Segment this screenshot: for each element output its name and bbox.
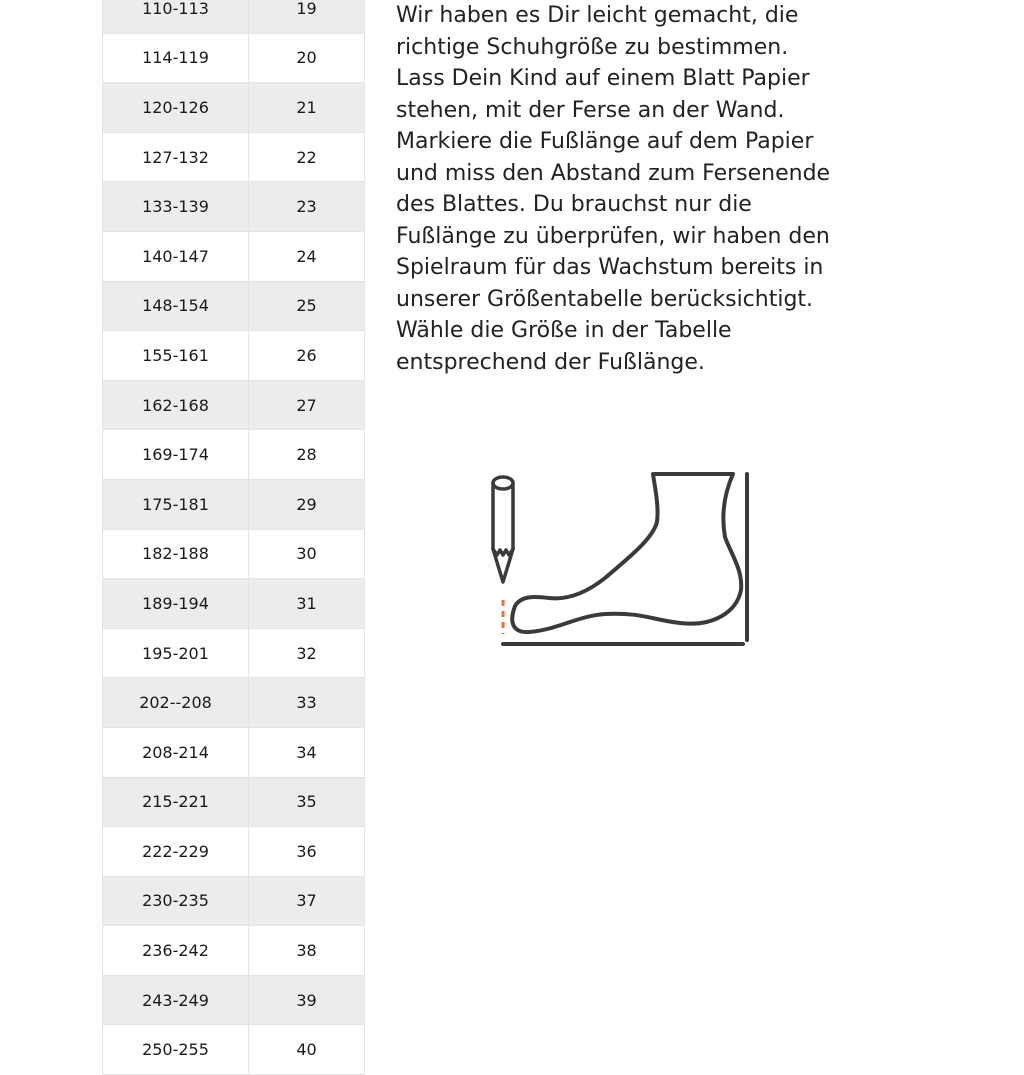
shoe-size-cell: 36 [249,827,365,877]
foot-length-cell: 222-229 [103,827,249,877]
shoe-size-cell: 39 [249,975,365,1025]
foot-length-cell: 208-214 [103,727,249,777]
shoe-size-cell: 40 [249,1025,365,1075]
shoe-size-cell: 24 [249,231,365,281]
table-row [103,281,365,331]
instruction-line: unserer Größentabelle berücksichtigt. [396,286,814,312]
instruction-line: richtige Schuhgröße zu bestimmen. [396,34,789,60]
foot-length-cell: 236-242 [103,926,249,976]
foot-length-cell: 148-154 [103,281,249,331]
shoe-size-cell: 25 [249,281,365,331]
shoe-size-cell: 38 [249,926,365,976]
instruction-line: Lass Dein Kind auf einem Blatt Papier [396,66,810,91]
shoe-size-cell: 33 [249,678,365,728]
instruction-line: des Blattes. Du brauchst nur die [396,192,752,217]
instruction-line: Wir haben es Dir leicht gemacht, die [396,3,799,28]
table-row [103,182,365,232]
instruction-line: Markiere die Fußlänge auf dem Papier [396,129,814,154]
table-row [103,926,365,976]
table-row [103,1025,365,1075]
foot-length-cell: 175-181 [103,479,249,529]
foot-length-cell: 195-201 [103,628,249,678]
foot-length-cell: 110-113 [103,0,249,33]
foot-length-cell: 169-174 [103,430,249,480]
foot-length-cell: 189-194 [103,579,249,629]
size-table [102,0,365,1075]
foot-measure-icon [485,462,765,657]
shoe-size-cell: 27 [249,380,365,430]
table-row [103,827,365,877]
table-row [103,33,365,83]
foot-length-cell: 120-126 [103,83,249,133]
instruction-line: Spielraum für das Wachstum bereits in [396,255,824,280]
foot-length-cell: 250-255 [103,1025,249,1075]
shoe-size-cell: 30 [249,529,365,579]
table-row [103,579,365,629]
foot-length-cell: 243-249 [103,975,249,1025]
table-row [103,876,365,926]
table-row [103,83,365,133]
foot-length-cell: 140-147 [103,231,249,281]
foot-length-cell: 182-188 [103,529,249,579]
shoe-size-cell: 35 [249,777,365,827]
table-row [103,529,365,579]
shoe-size-cell: 20 [249,33,365,83]
foot-length-cell: 162-168 [103,380,249,430]
measuring-instructions [396,0,836,378]
pencil-icon [493,477,513,582]
instruction-line: Wähle die Größe in der Tabelle [396,318,732,343]
table-row [103,479,365,529]
table-row [103,231,365,281]
instruction-line: stehen, mit der Ferse an der Wand. [396,97,785,123]
table-row [103,678,365,728]
foot-length-cell: 133-139 [103,182,249,232]
shoe-size-cell: 34 [249,727,365,777]
shoe-size-cell: 37 [249,876,365,926]
foot-length-cell: 230-235 [103,876,249,926]
shoe-size-cell: 28 [249,430,365,480]
instruction-line: Fußlänge zu überprüfen, wir haben den [396,223,830,249]
instruction-line: entsprechend der Fußlänge. [396,349,705,375]
table-row [103,0,365,33]
shoe-size-cell: 29 [249,479,365,529]
shoe-size-cell: 31 [249,579,365,629]
foot-icon [512,474,741,632]
table-row [103,331,365,381]
foot-length-cell: 155-161 [103,331,249,381]
foot-length-cell: 127-132 [103,132,249,182]
shoe-size-cell: 23 [249,182,365,232]
shoe-size-cell: 26 [249,331,365,381]
foot-length-cell: 215-221 [103,777,249,827]
table-row [103,628,365,678]
table-row [103,727,365,777]
shoe-size-cell: 32 [249,628,365,678]
instruction-line: und miss den Abstand zum Fersenende [396,160,831,186]
table-row [103,380,365,430]
foot-length-cell: 114-119 [103,33,249,83]
size-table-body [103,0,365,1075]
table-row [103,975,365,1025]
shoe-size-cell: 21 [249,83,365,133]
foot-length-cell: 202--208 [103,678,249,728]
shoe-size-cell: 22 [249,132,365,182]
shoe-size-cell: 19 [249,0,365,33]
table-row [103,430,365,480]
table-row [103,777,365,827]
table-row [103,132,365,182]
